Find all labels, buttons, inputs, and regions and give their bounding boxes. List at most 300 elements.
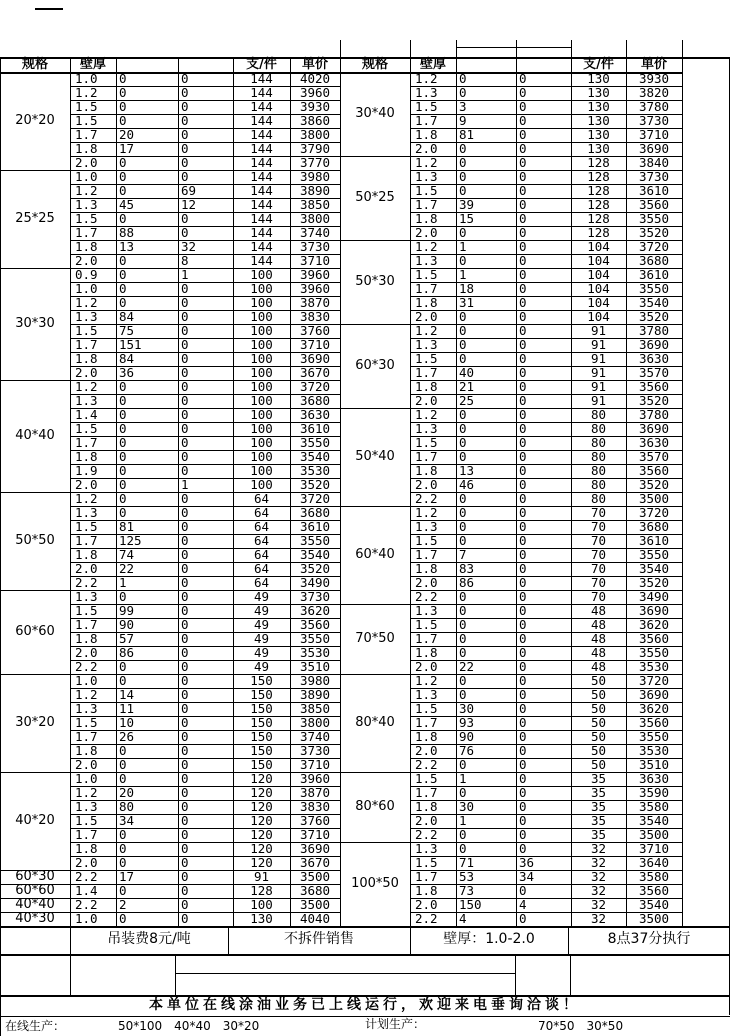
right-unit-price: 3680 (638, 519, 670, 534)
right-pieces: 128 (587, 155, 610, 170)
right-pieces: 70 (590, 533, 607, 548)
right-thickness: 1.5 (415, 855, 438, 870)
left-stock-b: 0 (181, 827, 189, 842)
left-stock-b: 0 (181, 449, 189, 464)
right-stock-b: 0 (519, 491, 527, 506)
right-stock-b: 0 (519, 337, 527, 352)
left-stock-a: 22 (119, 561, 135, 576)
left-spec-label: 40*20 (15, 813, 55, 828)
left-pieces: 144 (250, 183, 273, 198)
left-unit-price: 3870 (299, 295, 331, 310)
right-stock-a: 1 (459, 813, 467, 828)
right-stock-a: 0 (459, 85, 467, 100)
left-stock-a: 80 (119, 799, 135, 814)
left-pieces: 100 (250, 365, 273, 380)
left-unit-price: 3520 (299, 561, 331, 576)
left-stock-a: 0 (119, 449, 127, 464)
footer-cell-1: 不拆件销售 (284, 931, 354, 947)
right-unit-price: 3490 (638, 589, 670, 604)
right-thickness: 2.0 (415, 575, 438, 590)
left-unit-price: 3830 (299, 309, 331, 324)
left-pieces: 120 (250, 841, 273, 856)
left-unit-price: 3960 (299, 85, 331, 100)
right-pieces: 91 (590, 351, 607, 366)
right-unit-price: 3620 (638, 701, 670, 716)
right-thickness: 1.8 (415, 211, 438, 226)
right-stock-b: 0 (519, 617, 527, 632)
right-pieces: 130 (587, 99, 610, 114)
left-thickness: 1.0 (75, 771, 98, 786)
left-pieces: 64 (253, 519, 270, 534)
right-pieces: 35 (590, 799, 607, 814)
left-stock-b: 0 (181, 855, 189, 870)
left-pieces: 150 (250, 743, 273, 758)
left-unit-price: 3870 (299, 785, 331, 800)
left-unit-price: 3800 (299, 127, 331, 142)
planned-production-value: 70*50 30*50 (538, 1019, 624, 1033)
right-stock-a: 0 (459, 309, 467, 324)
right-unit-price: 3590 (638, 785, 670, 800)
right-thickness: 1.2 (415, 323, 438, 338)
left-thickness: 0.9 (75, 267, 98, 282)
right-stock-a: 0 (459, 519, 467, 534)
right-unit-price: 3570 (638, 449, 670, 464)
left-stock-a: 0 (119, 463, 127, 478)
left-stock-a: 99 (119, 603, 135, 618)
footer-bottom-line (0, 954, 730, 956)
right-stock-b: 0 (519, 225, 527, 240)
left-thickness: 1.7 (75, 827, 98, 842)
right-pieces: 48 (590, 631, 607, 646)
right-thickness: 1.3 (415, 169, 438, 184)
left-pieces: 100 (250, 897, 273, 912)
right-thickness: 1.8 (415, 127, 438, 142)
right-stock-a: 93 (459, 715, 475, 730)
right-stock-a: 13 (459, 463, 475, 478)
left-thickness: 1.3 (75, 309, 98, 324)
left-pieces: 100 (250, 379, 273, 394)
left-stock-b: 0 (181, 533, 189, 548)
left-pieces: 128 (250, 883, 273, 898)
left-thickness: 1.7 (75, 337, 98, 352)
left-col-line (116, 57, 117, 926)
left-unit-price: 3680 (299, 883, 331, 898)
left-pieces: 150 (250, 729, 273, 744)
right-unit-price: 3690 (638, 141, 670, 156)
right-unit-price: 3630 (638, 771, 670, 786)
right-unit-price: 3840 (638, 155, 670, 170)
right-stock-a: 0 (459, 183, 467, 198)
footer-cell-2: 壁厚：1.0-2.0 (443, 931, 535, 947)
right-thickness: 1.5 (415, 183, 438, 198)
left-unit-price: 3960 (299, 267, 331, 282)
left-thickness: 2.2 (75, 869, 98, 884)
right-pieces: 80 (590, 421, 607, 436)
right-stock-b: 0 (519, 127, 527, 142)
right-unit-price: 3550 (638, 645, 670, 660)
right-stock-a: 9 (459, 113, 467, 128)
left-pieces: 144 (250, 155, 273, 170)
left-stock-b: 0 (181, 687, 189, 702)
left-stock-b: 0 (181, 113, 189, 128)
right-thickness: 2.0 (415, 897, 438, 912)
right-stock-a: 0 (459, 71, 467, 86)
left-col-line (233, 57, 234, 926)
left-pieces: 100 (250, 337, 273, 352)
right-thickness: 1.7 (415, 785, 438, 800)
right-stock-a: 18 (459, 281, 475, 296)
left-pieces: 100 (250, 393, 273, 408)
right-pieces: 91 (590, 379, 607, 394)
right-stock-b: 0 (519, 547, 527, 562)
left-thickness: 2.0 (75, 365, 98, 380)
right-unit-price: 3540 (638, 561, 670, 576)
right-spec-label: 70*50 (355, 631, 395, 646)
right-thickness: 1.5 (415, 351, 438, 366)
left-stock-a: 0 (119, 757, 127, 772)
left-stock-b: 0 (181, 155, 189, 170)
left-stock-a: 26 (119, 729, 135, 744)
right-thickness: 1.2 (415, 673, 438, 688)
left-stock-b: 0 (181, 911, 189, 926)
right-pieces: 130 (587, 127, 610, 142)
right-stock-b: 0 (519, 449, 527, 464)
right-unit-price: 3780 (638, 407, 670, 422)
right-spec-label: 30*40 (355, 106, 395, 121)
right-stock-b: 0 (519, 155, 527, 170)
right-stock-b: 0 (519, 561, 527, 576)
right-thickness: 2.2 (415, 757, 438, 772)
right-stock-a: 1 (459, 267, 467, 282)
right-stock-b: 0 (519, 827, 527, 842)
right-thickness: 1.5 (415, 533, 438, 548)
left-stock-b: 0 (181, 757, 189, 772)
left-thickness: 1.8 (75, 841, 98, 856)
right-unit-price: 3690 (638, 687, 670, 702)
right-spec-label: 80*40 (355, 715, 395, 730)
left-thickness: 1.5 (75, 603, 98, 618)
right-unit-price: 3580 (638, 799, 670, 814)
right-pieces: 104 (587, 239, 610, 254)
right-stock-a: 0 (459, 253, 467, 268)
left-pieces: 64 (253, 533, 270, 548)
right-pieces: 70 (590, 505, 607, 520)
left-stock-b: 1 (181, 267, 189, 282)
right-pieces: 70 (590, 561, 607, 576)
right-stock-a: 0 (459, 435, 467, 450)
left-unit-price: 3620 (299, 603, 331, 618)
left-stock-a: 0 (119, 71, 127, 86)
right-unit-price: 3630 (638, 435, 670, 450)
right-stock-b: 0 (519, 253, 527, 268)
left-stock-a: 0 (119, 659, 127, 674)
left-unit-price: 3690 (299, 841, 331, 856)
left-stock-a: 0 (119, 505, 127, 520)
right-pieces: 80 (590, 491, 607, 506)
left-spec-label: 60*60 (15, 624, 55, 639)
left-stock-a: 0 (119, 841, 127, 856)
right-pieces: 48 (590, 659, 607, 674)
left-stock-a: 17 (119, 869, 135, 884)
right-stock-a: 0 (459, 407, 467, 422)
right-stock-b: 0 (519, 771, 527, 786)
left-thickness: 2.0 (75, 155, 98, 170)
left-unit-price: 3930 (299, 99, 331, 114)
left-stock-b: 0 (181, 463, 189, 478)
right-col-line (456, 40, 457, 926)
right-pieces: 50 (590, 743, 607, 758)
blank-col-line (175, 954, 176, 995)
right-stock-a: 46 (459, 477, 475, 492)
left-stock-b: 0 (181, 715, 189, 730)
left-stock-a: 45 (119, 197, 135, 212)
right-stock-a: 0 (459, 533, 467, 548)
left-pieces: 150 (250, 701, 273, 716)
left-unit-price: 3980 (299, 169, 331, 184)
right-stock-b: 0 (519, 211, 527, 226)
right-stock-b: 0 (519, 729, 527, 744)
right-stock-a: 150 (459, 897, 482, 912)
right-stock-b: 0 (519, 785, 527, 800)
right-stock-b: 0 (519, 281, 527, 296)
left-unit-price: 3860 (299, 113, 331, 128)
right-pieces: 91 (590, 393, 607, 408)
left-pieces: 120 (250, 813, 273, 828)
left-thickness: 1.7 (75, 435, 98, 450)
left-unit-price: 3710 (299, 253, 331, 268)
right-thickness: 1.7 (415, 631, 438, 646)
left-pieces: 49 (253, 589, 270, 604)
left-pieces: 144 (250, 253, 273, 268)
left-stock-a: 0 (119, 155, 127, 170)
right-col-line (516, 40, 517, 926)
left-thickness: 1.2 (75, 85, 98, 100)
right-unit-price: 3620 (638, 617, 670, 632)
right-pieces: 128 (587, 169, 610, 184)
right-stock-b: 36 (519, 855, 535, 870)
left-stock-a: 57 (119, 631, 135, 646)
left-pieces: 100 (250, 309, 273, 324)
right-stock-a: 71 (459, 855, 475, 870)
planned-production-label: 计划生产： (365, 1017, 426, 1031)
blank-col-line (70, 954, 71, 995)
left-unit-price: 3960 (299, 771, 331, 786)
right-stock-a: 0 (459, 337, 467, 352)
left-pieces: 100 (250, 267, 273, 282)
right-stock-b: 0 (519, 197, 527, 212)
right-thickness: 1.5 (415, 435, 438, 450)
left-unit-price: 3540 (299, 547, 331, 562)
right-unit-price: 3780 (638, 323, 670, 338)
right-pieces: 70 (590, 589, 607, 604)
right-stock-a: 0 (459, 141, 467, 156)
right-stock-b: 0 (519, 99, 527, 114)
left-pieces: 100 (250, 351, 273, 366)
right-unit-price: 3730 (638, 169, 670, 184)
left-stock-b: 0 (181, 407, 189, 422)
right-stock-a: 0 (459, 491, 467, 506)
left-thickness: 1.2 (75, 183, 98, 198)
right-thickness: 1.5 (415, 267, 438, 282)
right-stock-b: 0 (519, 407, 527, 422)
right-stock-b: 0 (519, 743, 527, 758)
left-unit-price: 4020 (299, 71, 331, 86)
left-unit-price: 3830 (299, 799, 331, 814)
right-stock-a: 30 (459, 799, 475, 814)
right-thickness: 1.5 (415, 701, 438, 716)
left-unit-price: 3610 (299, 519, 331, 534)
right-thickness: 1.8 (415, 645, 438, 660)
right-spec-label: 80*60 (355, 799, 395, 814)
right-col-line (626, 40, 627, 926)
right-stock-b: 0 (519, 309, 527, 324)
right-thickness: 1.8 (415, 799, 438, 814)
left-pieces: 64 (253, 575, 270, 590)
left-stock-b: 0 (181, 519, 189, 534)
left-stock-b: 0 (181, 211, 189, 226)
left-stock-a: 0 (119, 281, 127, 296)
left-pieces: 100 (250, 407, 273, 422)
left-thickness: 1.8 (75, 743, 98, 758)
right-unit-price: 3560 (638, 715, 670, 730)
left-stock-b: 8 (181, 253, 189, 268)
right-thickness: 1.3 (415, 687, 438, 702)
right-pieces: 50 (590, 757, 607, 772)
left-spec-label: 40*40 (15, 897, 55, 912)
right-stock-b: 0 (519, 589, 527, 604)
left-unit-price: 3740 (299, 729, 331, 744)
left-unit-price: 3980 (299, 673, 331, 688)
right-pieces: 80 (590, 449, 607, 464)
right-thickness: 1.3 (415, 519, 438, 534)
left-unit-price: 3800 (299, 715, 331, 730)
left-stock-a: 0 (119, 393, 127, 408)
left-stock-a: 20 (119, 127, 135, 142)
right-stock-b: 0 (519, 757, 527, 772)
left-stock-b: 0 (181, 701, 189, 716)
blank-line (175, 973, 515, 974)
left-pieces: 100 (250, 295, 273, 310)
right-thickness: 1.8 (415, 729, 438, 744)
left-unit-price: 3550 (299, 533, 331, 548)
left-pieces: 49 (253, 659, 270, 674)
right-unit-price: 3560 (638, 631, 670, 646)
left-stock-b: 0 (181, 85, 189, 100)
right-pieces: 130 (587, 141, 610, 156)
left-thickness: 1.3 (75, 505, 98, 520)
right-stock-a: 90 (459, 729, 475, 744)
left-spec-label: 50*50 (15, 533, 55, 548)
right-col-line (682, 40, 683, 926)
left-stock-a: 0 (119, 169, 127, 184)
left-stock-a: 0 (119, 295, 127, 310)
right-thickness: 1.8 (415, 883, 438, 898)
left-thickness: 1.0 (75, 673, 98, 688)
left-thickness: 1.9 (75, 463, 98, 478)
left-stock-a: 125 (119, 533, 142, 548)
left-pieces: 100 (250, 449, 273, 464)
right-thickness: 2.0 (415, 477, 438, 492)
left-pieces: 150 (250, 715, 273, 730)
left-stock-a: 0 (119, 855, 127, 870)
left-pieces: 144 (250, 211, 273, 226)
left-stock-a: 0 (119, 113, 127, 128)
right-stock-a: 25 (459, 393, 475, 408)
left-pieces: 64 (253, 547, 270, 562)
right-unit-price: 3550 (638, 281, 670, 296)
left-stock-b: 0 (181, 505, 189, 520)
left-stock-a: 151 (119, 337, 142, 352)
left-stock-a: 20 (119, 785, 135, 800)
right-unit-price: 3730 (638, 113, 670, 128)
right-spec-label: 50*25 (355, 190, 395, 205)
right-stock-a: 0 (459, 323, 467, 338)
header-left-col-4: 支/件 (246, 57, 277, 72)
right-unit-price: 3510 (638, 757, 670, 772)
left-stock-a: 0 (119, 673, 127, 688)
left-stock-b: 0 (181, 729, 189, 744)
left-unit-price: 3730 (299, 589, 331, 604)
right-stock-b: 34 (519, 869, 535, 884)
right-thickness: 1.8 (415, 463, 438, 478)
right-unit-price: 3520 (638, 393, 670, 408)
right-stock-b: 0 (519, 687, 527, 702)
right-stock-a: 3 (459, 99, 467, 114)
left-stock-b: 0 (181, 435, 189, 450)
right-stock-a: 22 (459, 659, 475, 674)
right-stock-a: 0 (459, 631, 467, 646)
right-stock-a: 40 (459, 365, 475, 380)
left-stock-a: 0 (119, 491, 127, 506)
right-pieces: 35 (590, 827, 607, 842)
left-thickness: 1.7 (75, 533, 98, 548)
right-pieces: 91 (590, 365, 607, 380)
left-thickness: 1.2 (75, 785, 98, 800)
right-thickness: 1.3 (415, 841, 438, 856)
right-spec-label: 50*40 (355, 449, 395, 464)
left-spec-label: 30*20 (15, 715, 55, 730)
left-unit-price: 3710 (299, 827, 331, 842)
left-pieces: 150 (250, 687, 273, 702)
left-pieces: 120 (250, 855, 273, 870)
header-left-col-1: 壁厚 (79, 57, 106, 72)
left-stock-b: 32 (181, 239, 197, 254)
right-stock-a: 1 (459, 239, 467, 254)
right-stock-a: 4 (459, 911, 467, 926)
right-stock-a: 21 (459, 379, 475, 394)
right-unit-price: 3520 (638, 225, 670, 240)
right-stock-a: 73 (459, 883, 475, 898)
left-thickness: 2.0 (75, 645, 98, 660)
left-stock-b: 0 (181, 883, 189, 898)
right-unit-price: 3540 (638, 897, 670, 912)
left-unit-price: 3530 (299, 645, 331, 660)
right-stock-a: 0 (459, 687, 467, 702)
right-unit-price: 3640 (638, 855, 670, 870)
right-unit-price: 3500 (638, 827, 670, 842)
right-stock-a: 0 (459, 351, 467, 366)
right-unit-price: 3550 (638, 211, 670, 226)
left-spec-label: 60*30 (15, 869, 55, 884)
right-stock-a: 83 (459, 561, 475, 576)
right-stock-a: 0 (459, 617, 467, 632)
right-thickness: 1.8 (415, 295, 438, 310)
right-stock-a: 0 (459, 225, 467, 240)
right-stock-a: 31 (459, 295, 475, 310)
left-thickness: 1.4 (75, 407, 98, 422)
left-stock-a: 74 (119, 547, 135, 562)
left-pieces: 100 (250, 421, 273, 436)
